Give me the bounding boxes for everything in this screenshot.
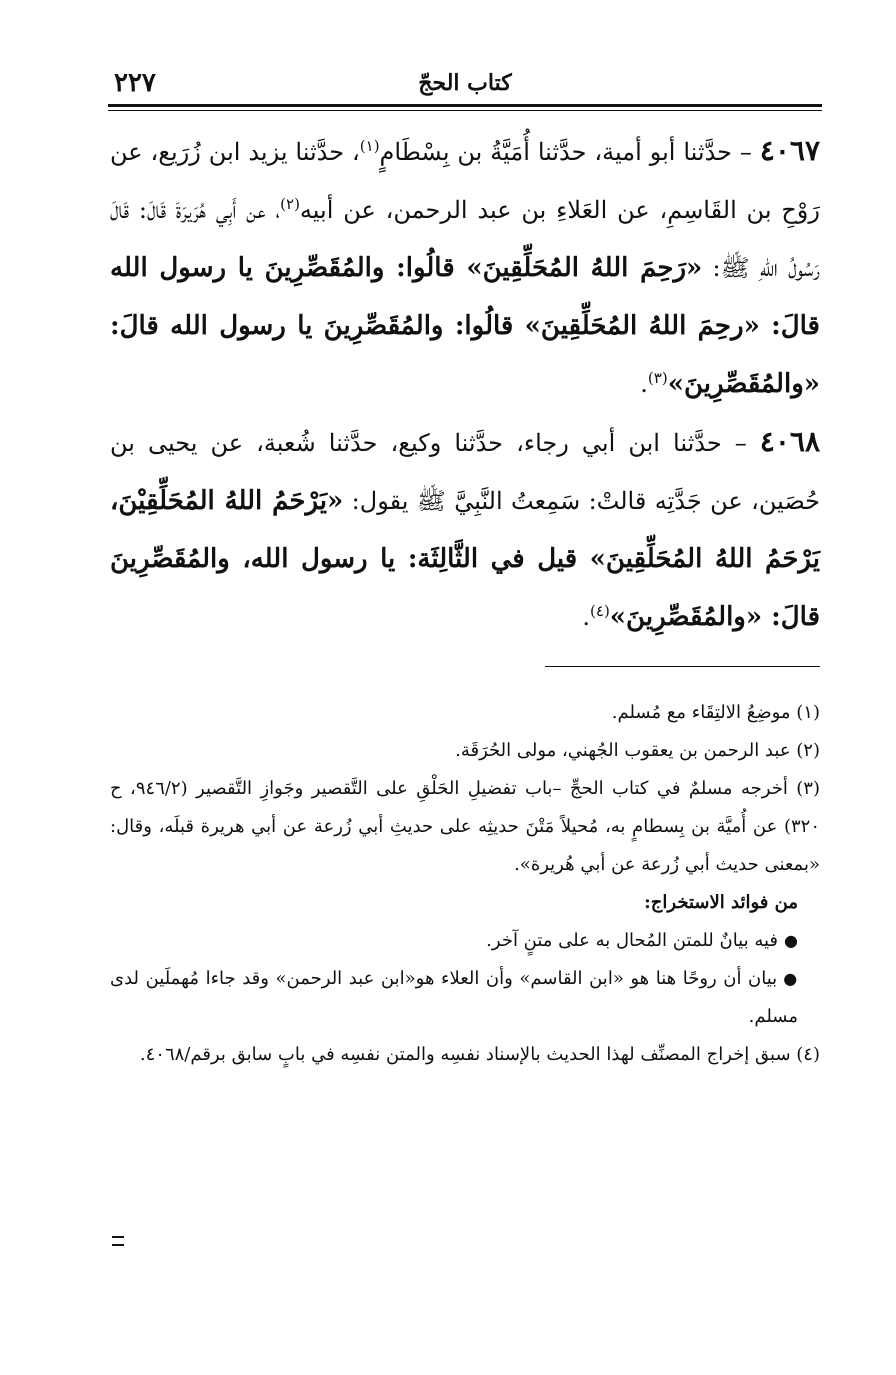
benefit-text: بيان أن روحًا هنا هو «ابن القاسم» وأن العلاء هو«ابن عبد الرحمن» وقد جاءا مُهملَين لدى مسلم. — [110, 968, 798, 1027]
footnotes — [110, 694, 820, 1074]
hadith-4068 — [110, 413, 820, 646]
header-rule-thin — [108, 110, 822, 111]
hadith-matn-bold: «رَحِمَ اللهُ المُحَلِّقِينَ» قالُوا: والمُقَصِّرِينَ يا رسول الله قالَ: «رحِمَ اللهُ المُحَلِّقِينَ» قالُوا: والمُقَصِّرِينَ يا رسول الله قالَ: «والمُقَصِّرِينَ» — [110, 253, 820, 399]
bullet-icon: ● — [784, 931, 798, 950]
hadith-separator: – — [732, 138, 760, 166]
hadith-end: . — [640, 370, 648, 398]
hadith-end: . — [582, 603, 591, 631]
footnote-4: (٤) سبق إخراج المصنِّف لهذا الحديث بالإسناد نفسِه والمتن نفسِه في بابٍ سابق برقم/٤٠٦٨. — [139, 1044, 820, 1065]
hadith-text: حدَّثنا أبو أمية، حدَّثنا أُمَيَّةُ بن بِسْطَامٍ — [379, 138, 733, 166]
hadith-text: ، عن أَبِي هُرَيرَةَ قَالَ: قَالَ رَسُولُ اللهِ ﷺ: — [110, 196, 820, 282]
hadith-number: ٤٠٦٧ — [759, 134, 820, 167]
header-rule-thick — [108, 104, 822, 107]
hadith-text: ، حدَّثنا يزيد ابن زُرَيع، عن رَوْحِ بن القَاسِمِ، عن العَلاءِ بن عبد الرحمن، عن أبيه — [110, 138, 820, 224]
benefits-heading: من فوائد الاستخراج: — [644, 892, 798, 913]
page-number: ٢٢٧ — [114, 68, 156, 98]
bullet-icon: ● — [783, 969, 798, 988]
footnote-3: (٣) أخرجه مسلمٌ في كتاب الحجِّ –باب تفضيلِ الحَلْقِ على التَّقصير وجَوازِ التَّقصير (٩٤٦/٢، ح ٣٢٠) عن أُميَّة بن بِسطامٍ به، مُحيلاً مَتْنَ حديثِه على حديثِ أبي زُرعة عن أبي هريرة قبلَه، وقال: «بمعنى حديث أبي زُرعة عن أبي هُريرة». — [110, 778, 820, 875]
benefit-item — [110, 960, 820, 1036]
hadith-text: حدَّثنا ابن أبي رجاء، حدَّثنا وكيع، حدَّثنا شُعبة، عن يحيى بن حُصَين، عن جَدَّتِه قالتْ: سَمِعتُ النَّبِيَّ ﷺ يقول: — [110, 429, 820, 515]
page-header — [108, 66, 822, 106]
footnote-ref: (٢) — [280, 195, 300, 213]
hadith-number: ٤٠٦٨ — [759, 425, 820, 458]
end-of-page-mark — [112, 1236, 124, 1246]
footnote-2: (٢) عبد الرحمن بن يعقوب الجُهني، مولى الحُرَقَة. — [455, 740, 820, 761]
footnote-ref: (١) — [359, 137, 380, 155]
benefit-item — [110, 922, 820, 960]
hadith-matn-bold: «يَرْحَمُ اللهُ المُحَلِّقِيْنَ، يَرْحَمُ اللهُ المُحَلِّقِينَ» قيل في الثَّالِثَة: يا رسول الله، والمُقَصِّرِينَ قالَ: «والمُقَصِّرِينَ» — [110, 486, 820, 632]
main-text — [110, 122, 820, 646]
footnote-ref: (٤) — [590, 602, 610, 620]
hadith-separator: – — [721, 429, 760, 457]
footnote-divider — [545, 666, 820, 667]
benefit-text: فيه بيانٌ للمتن المُحال به على متنٍ آخر. — [486, 930, 779, 951]
hadith-4067 — [110, 122, 820, 413]
footnote-ref: (٣) — [647, 369, 668, 387]
footnote-1: (١) موضِعُ الالتِقَاء مع مُسلم. — [611, 702, 820, 723]
chapter-title: كتاب الحجّ — [418, 70, 512, 96]
